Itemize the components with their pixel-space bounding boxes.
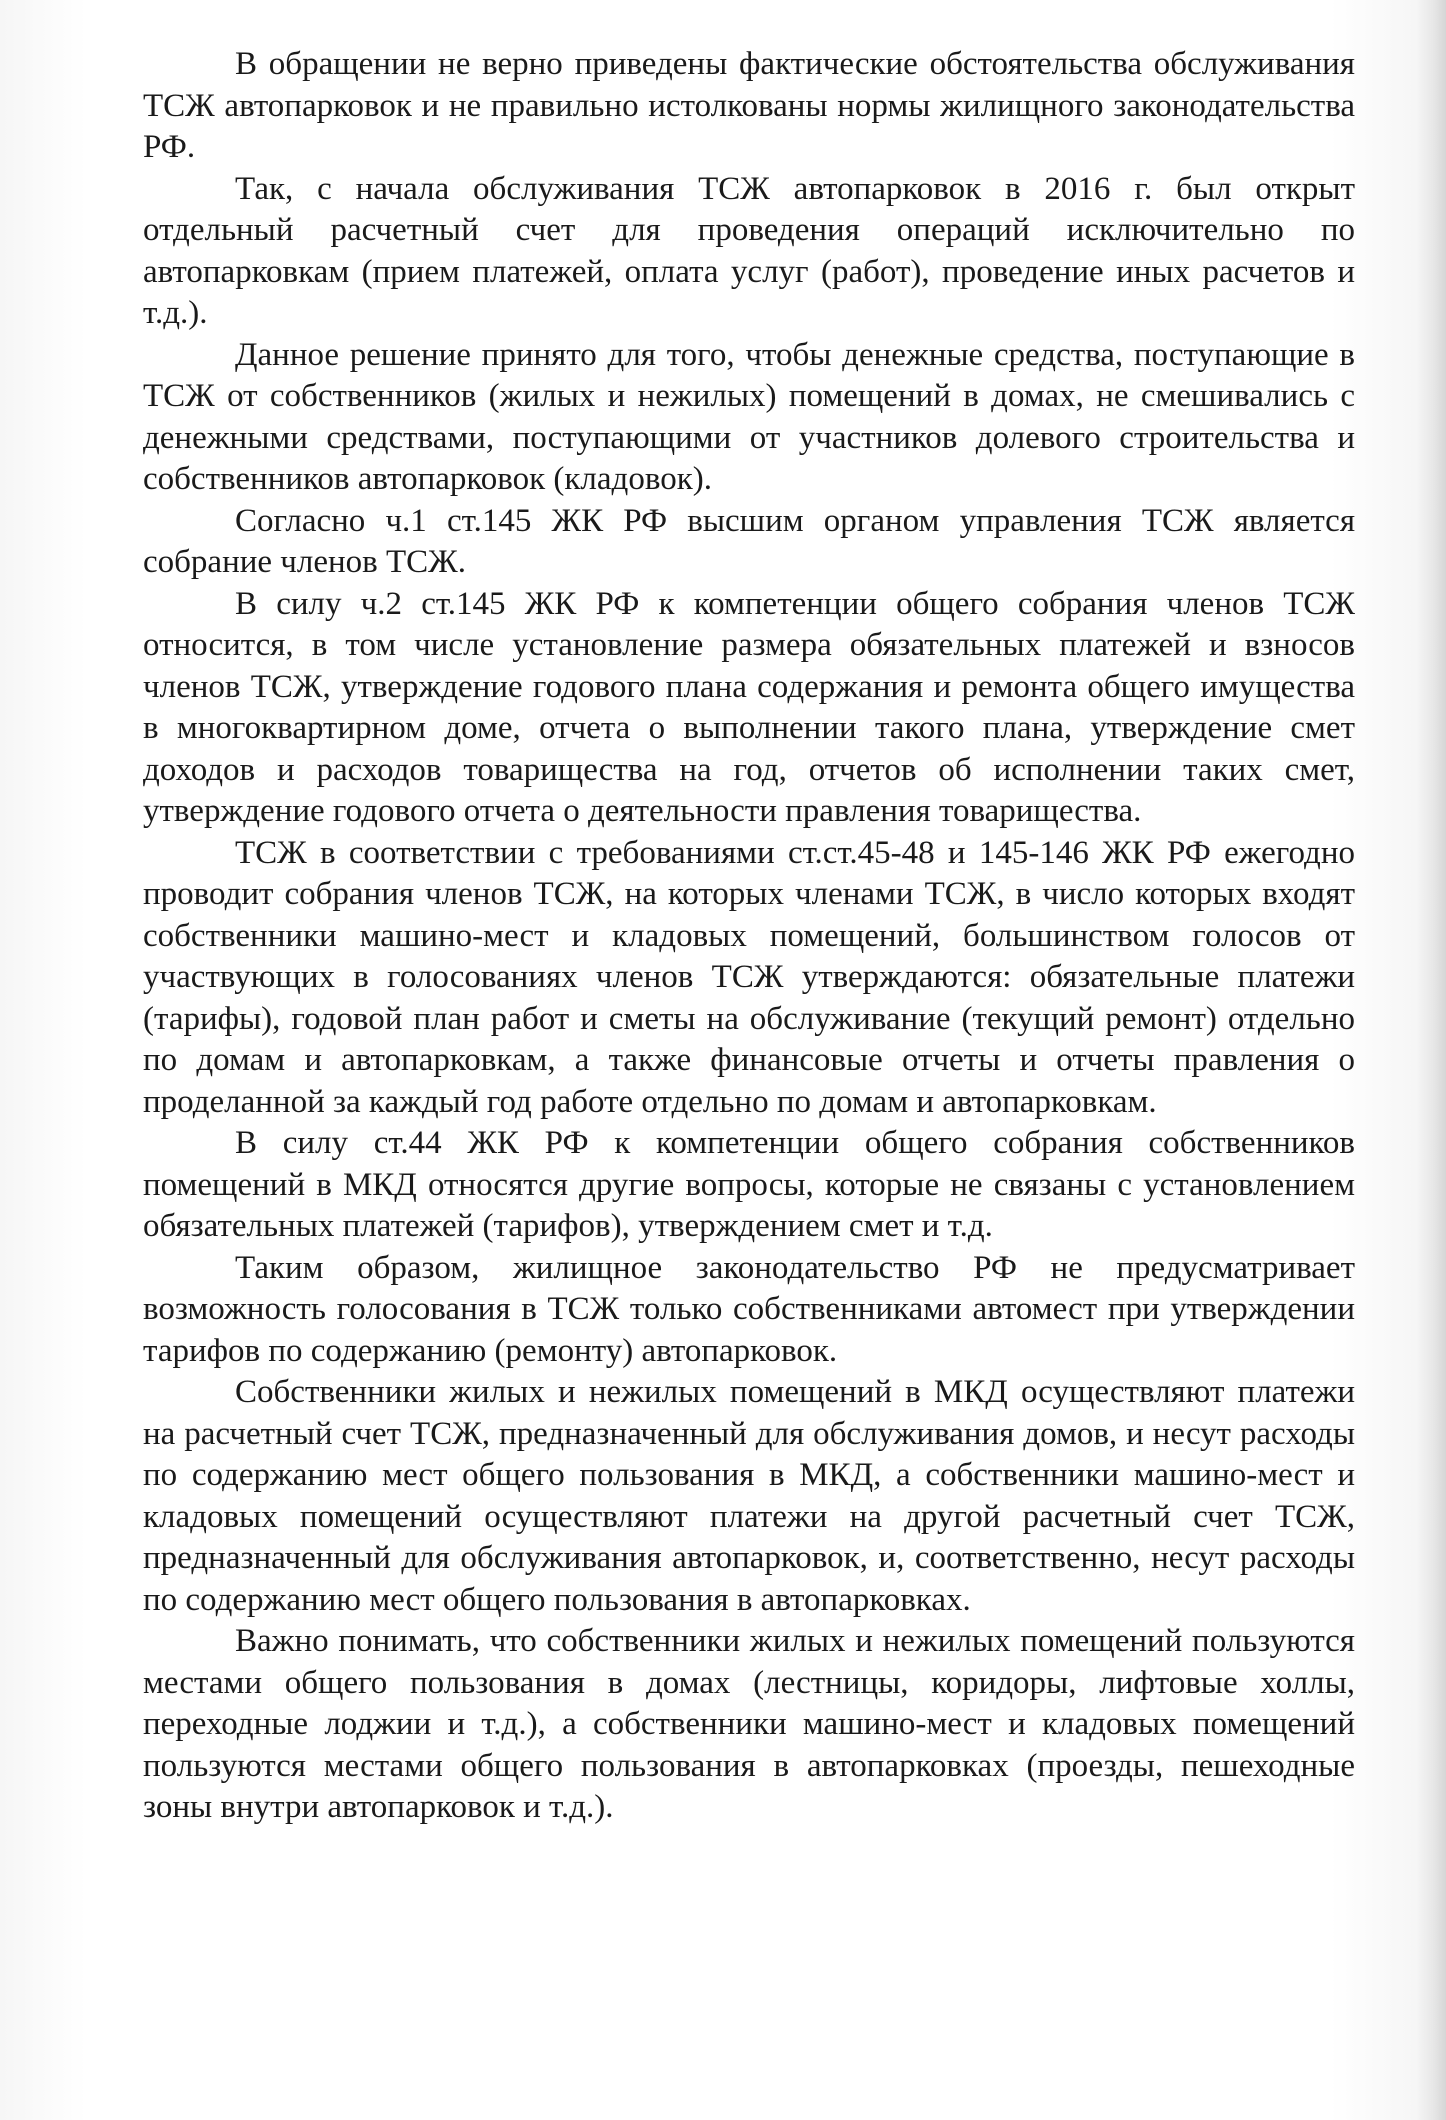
page-edge-shadow xyxy=(1416,0,1446,2120)
paragraph-4: Согласно ч.1 ст.145 ЖК РФ высшим органом управления ТСЖ является собрание членов ТСЖ. xyxy=(143,502,1355,580)
paragraph-7: В силу ст.44 ЖК РФ к компетенции общего собрания собственников помещений в МКД относятся другие вопросы, которые не связаны с установлением обязательных платежей (тарифов), утверждением смет и т.д. xyxy=(143,1125,1355,1244)
paragraph-2: Так, с начала обслуживания ТСЖ автопарковок в 2016 г. был открыт отдельный расчетный счет для проведения операций исключительно по автопарковкам (прием платежей, оплата услуг (работ), проведение иных расчетов и т.д.). xyxy=(143,170,1355,331)
paragraph-9: Собственники жилых и нежилых помещений в МКД осуществляют платежи на расчетный счет ТСЖ, предназначенный для обслуживания домов, и несут расходы по содержанию мест общего пользования в МКД, а собственники машино-мест и кладовых помещений осуществляют платежи на другой расчетный счет ТСЖ, предназначенный для обслуживания автопарковок, и, соответственно, несут расходы по содержанию мест общего пользования в автопарковках. xyxy=(143,1374,1355,1618)
paragraph-6: ТСЖ в соответствии с требованиями ст.ст.45-48 и 145-146 ЖК РФ ежегодно проводит собрания членов ТСЖ, на которых членами ТСЖ, в число которых входят собственники машино-мест и кладовых помещений, большинством голосов от участвующих в голосованиях членов ТСЖ утверждаются: обязательные платежи (тарифы), годовой план работ и сметы на обслуживание (текущий ремонт) отдельно по домам и автопарковкам, а также финансовые отчеты и отчеты правления о проделанной за каждый год работе отдельно по домам и автопарковкам. xyxy=(143,834,1355,1120)
document-body xyxy=(143,44,1355,1829)
paragraph-8: Таким образом, жилищное законодательство РФ не предусматривает возможность голосования в ТСЖ только собственниками автомест при утверждении тарифов по содержанию (ремонту) автопарковок. xyxy=(143,1249,1355,1369)
paragraph-10: Важно понимать, что собственники жилых и нежилых помещений пользуются местами общего пользования в домах (лестницы, коридоры, лифтовые холлы, переходные лоджии и т.д.), а собственники машино-мест и кладовых помещений пользуются местами общего пользования в автопарковках (проезды, пешеходные зоны внутри автопарковок и т.д.). xyxy=(143,1623,1355,1825)
paragraph-5: В силу ч.2 ст.145 ЖК РФ к компетенции общего собрания членов ТСЖ относится, в том числе установление размера обязательных платежей и взносов членов ТСЖ, утверждение годового плана содержания и ремонта общего имущества в многоквартирном доме, отчета о выполнении такого плана, утверждение смет доходов и расходов товарищества на год, отчетов об исполнении таких смет, утверждение годового отчета о деятельности правления товарищества. xyxy=(143,585,1355,829)
paragraph-1: В обращении не верно приведены фактические обстоятельства обслуживания ТСЖ автопарковок и не правильно истолкованы нормы жилищного законодательства РФ. xyxy=(143,46,1355,165)
paragraph-3: Данное решение принято для того, чтобы денежные средства, поступающие в ТСЖ от собственников (жилых и нежилых) помещений в домах, не смешивались с денежными средствами, поступающими от участников долевого строительства и собственников автопарковок (кладовок). xyxy=(143,336,1355,497)
